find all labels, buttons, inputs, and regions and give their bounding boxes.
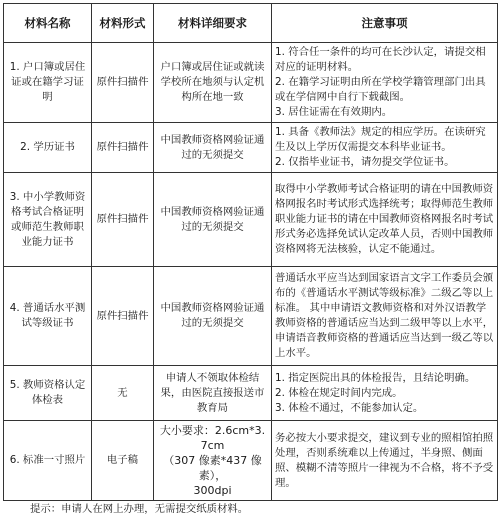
cell-name: 4. 普通话水平测试等级证书 bbox=[4, 267, 92, 366]
cell-notes bbox=[272, 123, 498, 173]
cell-notes bbox=[272, 267, 498, 366]
note-line: 1. 具备《教师法》规定的相应学历。在读研究生及以上学历仅需提交本科毕业证书。 bbox=[275, 126, 486, 153]
cell-detail: 中国教师资格网验证通过的无须提交 bbox=[154, 173, 272, 267]
cell-form: 无 bbox=[92, 366, 154, 421]
table-row bbox=[4, 421, 498, 501]
photo-size-line: 大小要求：2.6cm*3.7cm bbox=[159, 424, 266, 452]
cell-name: 6. 标准一寸照片 bbox=[4, 421, 92, 501]
note-line: 3. 居住证需在有效期内。 bbox=[275, 106, 393, 118]
photo-pixels-line: （307 像素*437 像素）， bbox=[163, 454, 262, 482]
note-line: 2. 在籍学习证明由所在学校学籍管理部门出具或在学信网中自行下载截图。 bbox=[275, 76, 486, 103]
note-line: 普通话水平应当达到国家语言文字工作委员会颁布的《普通话水平测试等级标准》二级乙等以上标准。 其中申请语文教师资格和对外汉语教学教师资格的普通话应当达到二级甲等以上水平，申请语音教师资格的普通话应当达到一级乙等以上水平。 bbox=[275, 272, 494, 359]
cell-name: 5. 教师资格认定体检表 bbox=[4, 366, 92, 421]
header-material-name: 材料名称 bbox=[4, 4, 92, 43]
note-line: 3. 体检不通过，不能参加认定。 bbox=[275, 401, 424, 414]
header-material-form: 材料形式 bbox=[92, 4, 154, 43]
cell-form: 电子稿 bbox=[92, 421, 154, 501]
cell-detail bbox=[154, 421, 272, 501]
note-line: 取得中小学教师考试合格证明的请在中国教师资格网报名时考试形式选择统考；取得师范生教师职业能力证书的请在中国教师资格网报名时考试形式务必选择免试认定改革人员，否则中国教师资格网将无法核验，认定不能通过。 bbox=[275, 183, 494, 255]
table-header-row bbox=[4, 4, 498, 43]
note-line: 务必按大小要求提交，建议到专业的照相馆拍照处理，否则系统难以上传通过，半身照、侧面照、模糊不清等照片一律视为不合格，将不予受理。 bbox=[275, 431, 494, 489]
cell-detail: 户口簿或居住证或就读学校所在地须与认定机构所在地一致 bbox=[154, 43, 272, 123]
footnote: 提示：申请人在网上办理，无需提交纸质材料。 bbox=[30, 503, 249, 515]
note-line: 1. 符合任一条件的均可在长沙认定，请提交相对应的证明材料。 bbox=[275, 46, 486, 73]
cell-notes bbox=[272, 173, 498, 267]
table-row bbox=[4, 123, 498, 173]
cell-form: 原件扫描件 bbox=[92, 267, 154, 366]
cell-notes bbox=[272, 366, 498, 421]
cell-notes bbox=[272, 421, 498, 501]
header-material-detail: 材料详细要求 bbox=[154, 4, 272, 43]
table-row bbox=[4, 366, 498, 421]
cell-form: 原件扫描件 bbox=[92, 173, 154, 267]
note-line: 1. 指定医院出具的体检报告，且结论明确。 bbox=[275, 371, 476, 384]
table-row bbox=[4, 43, 498, 123]
requirements-table bbox=[3, 3, 498, 501]
table-row bbox=[4, 173, 498, 267]
cell-detail: 中国教师资格网验证通过的无须提交 bbox=[154, 123, 272, 173]
cell-notes bbox=[272, 43, 498, 123]
cell-name: 1. 户口簿或居住证或在籍学习证明 bbox=[4, 43, 92, 123]
cell-form: 原件扫描件 bbox=[92, 43, 154, 123]
cell-form: 原件扫描件 bbox=[92, 123, 154, 173]
note-line: 2. 仅指毕业证书，请勿提交学位证书。 bbox=[275, 156, 455, 168]
note-line: 2. 体检在规定时间内完成。 bbox=[275, 386, 403, 399]
photo-dpi-line: 300dpi bbox=[193, 484, 232, 497]
cell-detail: 中国教师资格网验证通过的无须提交 bbox=[154, 267, 272, 366]
header-notes: 注意事项 bbox=[272, 4, 498, 43]
cell-name: 2. 学历证书 bbox=[4, 123, 92, 173]
table-row bbox=[4, 267, 498, 366]
cell-detail: 申请人不领取体检结果，由医院直接报送市教育局 bbox=[154, 366, 272, 421]
cell-name: 3. 中小学教师资格考试合格证明或师范生教师职业能力证书 bbox=[4, 173, 92, 267]
